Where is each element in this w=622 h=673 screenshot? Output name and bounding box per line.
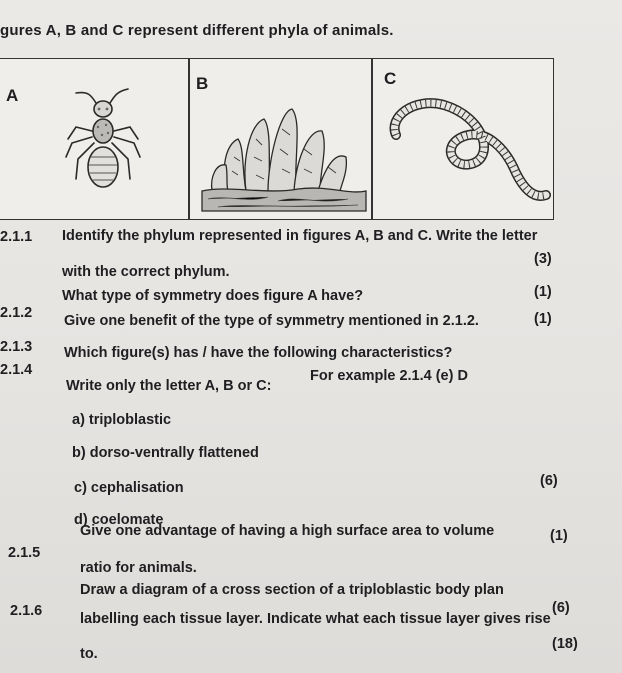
total-marks: (18) — [552, 636, 578, 652]
q211-text-line2: with the correct phylum. — [62, 264, 230, 280]
q215-text-line2: ratio for animals. — [80, 560, 197, 576]
q216-text-line3: to. — [80, 646, 98, 662]
intro-text: gures A, B and C represent different phyla of animals. — [0, 22, 394, 39]
q214-item-b: b) dorso-ventrally flattened — [72, 445, 259, 461]
q212-number: 2.1.2 — [0, 305, 33, 321]
q213-marks: (1) — [534, 311, 552, 327]
figure-divider-ab — [188, 59, 190, 219]
q214-number: 2.1.4 — [0, 362, 33, 378]
figure-c-label: C — [384, 69, 397, 88]
q214-text-line2: Write only the letter A, B or C: — [66, 378, 272, 394]
q211-text-line1: Identify the phylum represented in figures A, B and C. Write the letter — [62, 228, 538, 244]
q215-text-line1: Give one advantage of having a high surface area to volume — [80, 523, 495, 539]
q214-item-a: a) triploblastic — [72, 412, 172, 428]
q211-marks: (3) — [534, 251, 552, 267]
sponge-illustration — [198, 99, 368, 217]
q216-text-line1: Draw a diagram of a cross section of a triploblastic body plan — [80, 582, 504, 598]
q215-number: 2.1.5 — [8, 545, 41, 561]
figure-divider-bc — [371, 59, 373, 219]
q213-text: Give one benefit of the type of symmetry mentioned in 2.1.2. — [64, 313, 479, 329]
q214-text-line1: Which figure(s) has / have the following characteristics? — [64, 345, 453, 361]
figure-a-label: A — [6, 86, 19, 105]
worm-illustration — [374, 77, 552, 217]
figure-b-label: B — [196, 74, 209, 93]
q213-number: 2.1.3 — [0, 339, 33, 355]
ant-illustration — [58, 87, 148, 209]
q214-example: For example 2.1.4 (e) D — [310, 368, 468, 384]
q214-item-c: c) cephalisation — [74, 480, 184, 496]
q211-number: 2.1.1 — [0, 229, 33, 245]
q216-number: 2.1.6 — [10, 603, 43, 619]
q212-marks: (1) — [534, 284, 552, 300]
q215-marks: (1) — [550, 528, 568, 544]
q212-text: What type of symmetry does figure A have? — [62, 288, 364, 304]
q214-item-d: d) coelomate — [74, 512, 164, 528]
q214-marks: (6) — [540, 473, 558, 489]
figures-panel — [0, 58, 554, 220]
q216-marks: (6) — [552, 600, 570, 616]
q216-text-line2: labelling each tissue layer. Indicate what each tissue layer gives rise — [80, 611, 551, 627]
